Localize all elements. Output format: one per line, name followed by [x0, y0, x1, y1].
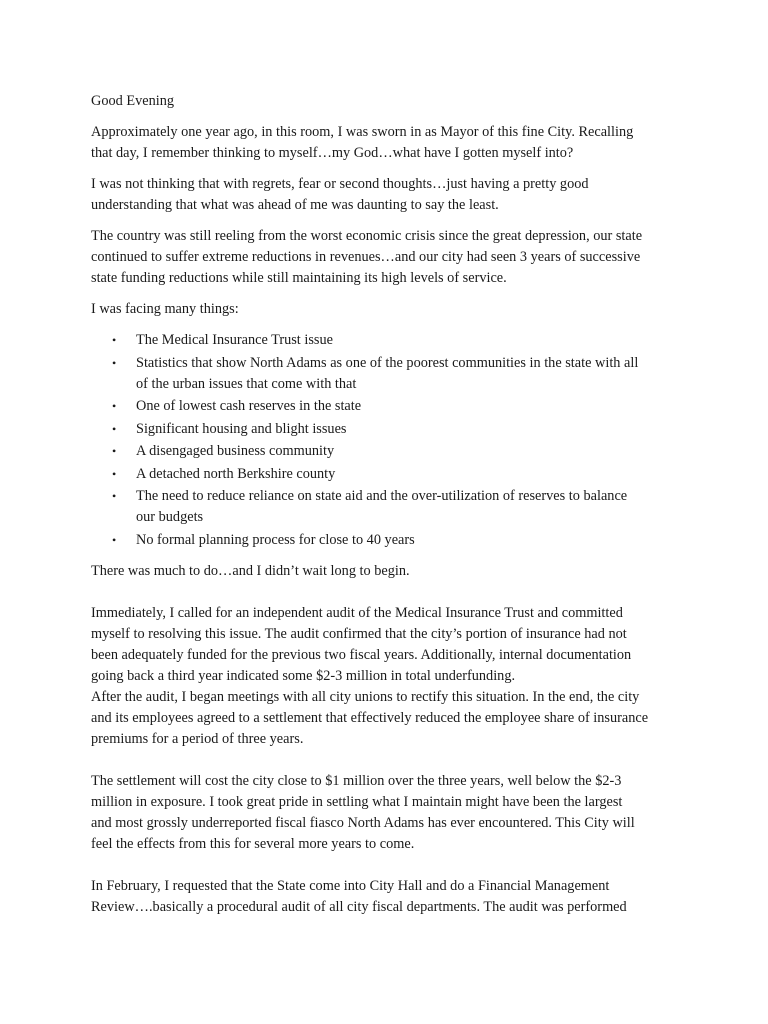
list-item: [91, 396, 691, 417]
paragraph-financial-review: In February, I requested that the State come into City Hall and do a Financial Management Review….basically a procedural audit of all city fiscal departments. The audit was performed: [91, 877, 627, 915]
greeting: Good Evening: [91, 93, 174, 109]
paragraph-no-regrets: I was not thinking that with regrets, fear or second thoughts…just having a pretty good understanding that what was ahead of me was daunting to say the least.: [91, 176, 589, 213]
bullet-icon: •: [112, 333, 117, 347]
list-item: [91, 353, 691, 395]
paragraph-union-meetings: After the audit, I began meetings with all city unions to rectify this situation. In the end, the city and its employees agreed to a settlement that effectively reduced the employee share of insurance premiums for a period of three years.: [91, 688, 649, 747]
list-item: [91, 330, 691, 351]
bullet-icon: •: [112, 489, 117, 503]
list-item: [91, 419, 691, 440]
bullet-icon: •: [112, 466, 117, 481]
list-item: [91, 486, 691, 528]
document-page: [91, 91, 691, 928]
paragraph-much-to-do: There was much to do…and I didn’t wait long to begin.: [91, 562, 410, 579]
list-item-text: One of lowest cash reserves in the state: [136, 398, 362, 414]
bullet-icon: •: [112, 421, 117, 436]
issues-list: [91, 330, 691, 551]
bullet-icon: •: [112, 444, 117, 458]
bullet-icon: •: [112, 399, 117, 413]
list-item-text: Statistics that show North Adams as one of the poorest communities in the state with all of the urban issues that come with that: [136, 354, 639, 392]
list-item-text: Significant housing and blight issues: [136, 420, 347, 437]
bullet-icon: •: [112, 532, 117, 547]
list-item-text: No formal planning process for close to 40 years: [136, 531, 415, 548]
paragraph-sworn-in: Approximately one year ago, in this room, I was sworn in as Mayor of this fine City. Recalling that day, I remember thinking to myself…my God…what have I gotten myself into?: [91, 124, 634, 161]
list-item-text: The Medical Insurance Trust issue: [136, 332, 333, 348]
paragraph-facing-things: I was facing many things:: [91, 301, 239, 317]
list-item: [91, 530, 691, 551]
list-item: [91, 441, 691, 462]
paragraph-independent-audit: Immediately, I called for an independent audit of the Medical Insurance Trust and committed myself to resolving this issue. The audit confirmed that the city’s portion of insurance had not been adequately funded for the previous two fiscal years. Additionally, internal documentation going back a third year indicated some $2-3 million in total underfunding.: [91, 604, 632, 684]
paragraph-settlement: The settlement will cost the city close to $1 million over the three years, well below the $2-3 million in exposure. I took great pride in settling what I maintain might have been the largest and most grossly underreported fiscal fiasco North Adams has ever encountered. This City will feel the effects from this for several more years to come.: [91, 772, 635, 852]
list-item-text: The need to reduce reliance on state aid and the over-utilization of reserves to balance our budgets: [136, 488, 628, 525]
bullet-icon: •: [112, 355, 117, 370]
list-item: [91, 464, 691, 485]
paragraph-economic-crisis: The country was still reeling from the worst economic crisis since the great depression, our state continued to suffer extreme reductions in revenues…and our city had seen 3 years of successive state funding reductions while still maintaining its high levels of service.: [91, 228, 643, 286]
list-item-text: A disengaged business community: [136, 443, 335, 459]
list-item-text: A detached north Berkshire county: [136, 465, 336, 482]
